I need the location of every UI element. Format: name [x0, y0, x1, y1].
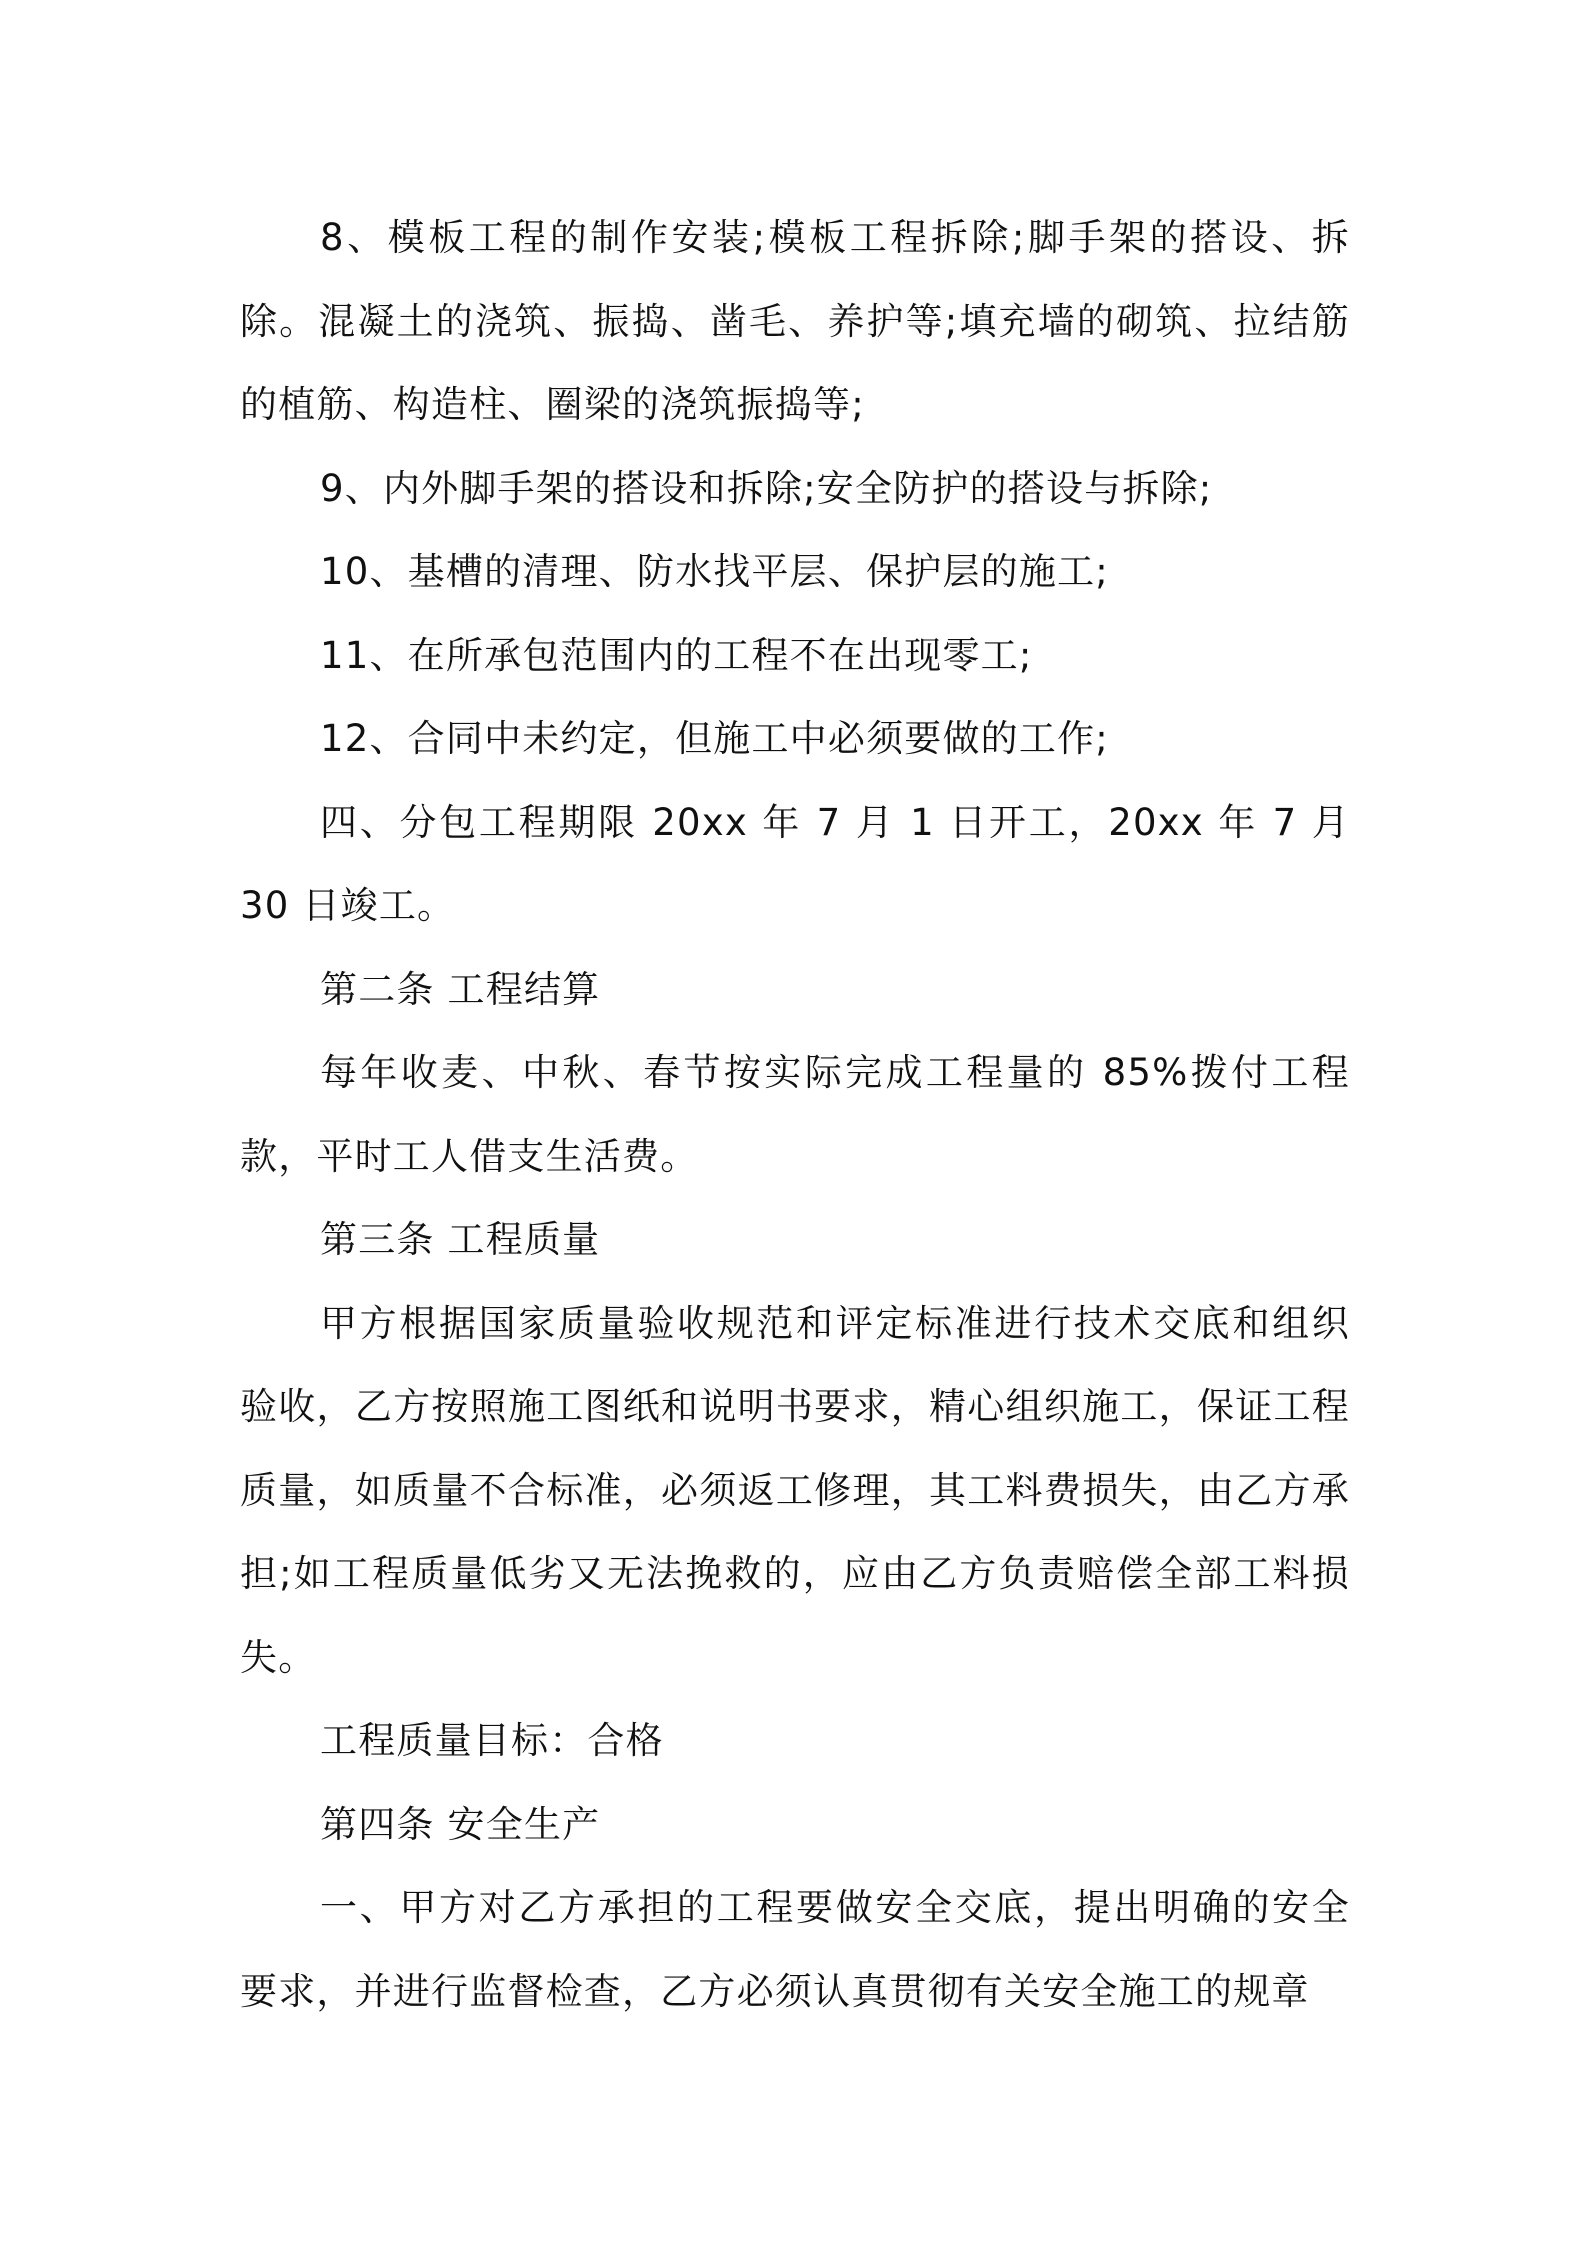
article-2-body: 每年收麦、中秋、春节按实际完成工程量的 85%拨付工程款，平时工人借支生活费。: [240, 1051, 1350, 1178]
paragraph-item-11: 11、在所承包范围内的工程不在出现零工;: [320, 633, 1033, 677]
article-4-heading: 第四条 安全生产: [320, 1802, 601, 1846]
quality-target: 工程质量目标：合格: [320, 1719, 664, 1762]
article-2-heading: 第二条 工程结算: [320, 967, 601, 1011]
paragraph-section-4-duration: 四、分包工程期限 20xx 年 7 月 1 日开工，20xx 年 7 月 30 日竣工。: [240, 800, 1350, 927]
paragraph-item-9: 9、内外脚手架的搭设和拆除;安全防护的搭设与拆除;: [320, 466, 1213, 510]
paragraph-item-12: 12、合同中未约定，但施工中必须要做的工作;: [320, 717, 1109, 760]
document-body: [240, 196, 1350, 2033]
article-3-heading: 第三条 工程质量: [320, 1218, 601, 1261]
article-3-body: 甲方根据国家质量验收规范和评定标准进行技术交底和组织验收，乙方按照施工图纸和说明书要求，精心组织施工，保证工程质量，如质量不合标准，必须返工修理，其工料费损失，由乙方承担;如工程质量低劣又无法挽救的，应由乙方负责赔偿全部工料损失。: [240, 1301, 1350, 1679]
article-4-clause-1: 一、甲方对乙方承担的工程要做安全交底，提出明确的安全要求，并进行监督检查，乙方必须认真贯彻有关安全施工的规章: [240, 1886, 1350, 2013]
paragraph-item-10: 10、基槽的清理、防水找平层、保护层的施工;: [320, 550, 1109, 593]
paragraph-item-8: 8、模板工程的制作安装;模板工程拆除;脚手架的搭设、拆除。混凝土的浇筑、振捣、凿毛、养护等;填充墙的砌筑、拉结筋的植筋、构造柱、圈梁的浇筑振捣等;: [240, 216, 1350, 426]
